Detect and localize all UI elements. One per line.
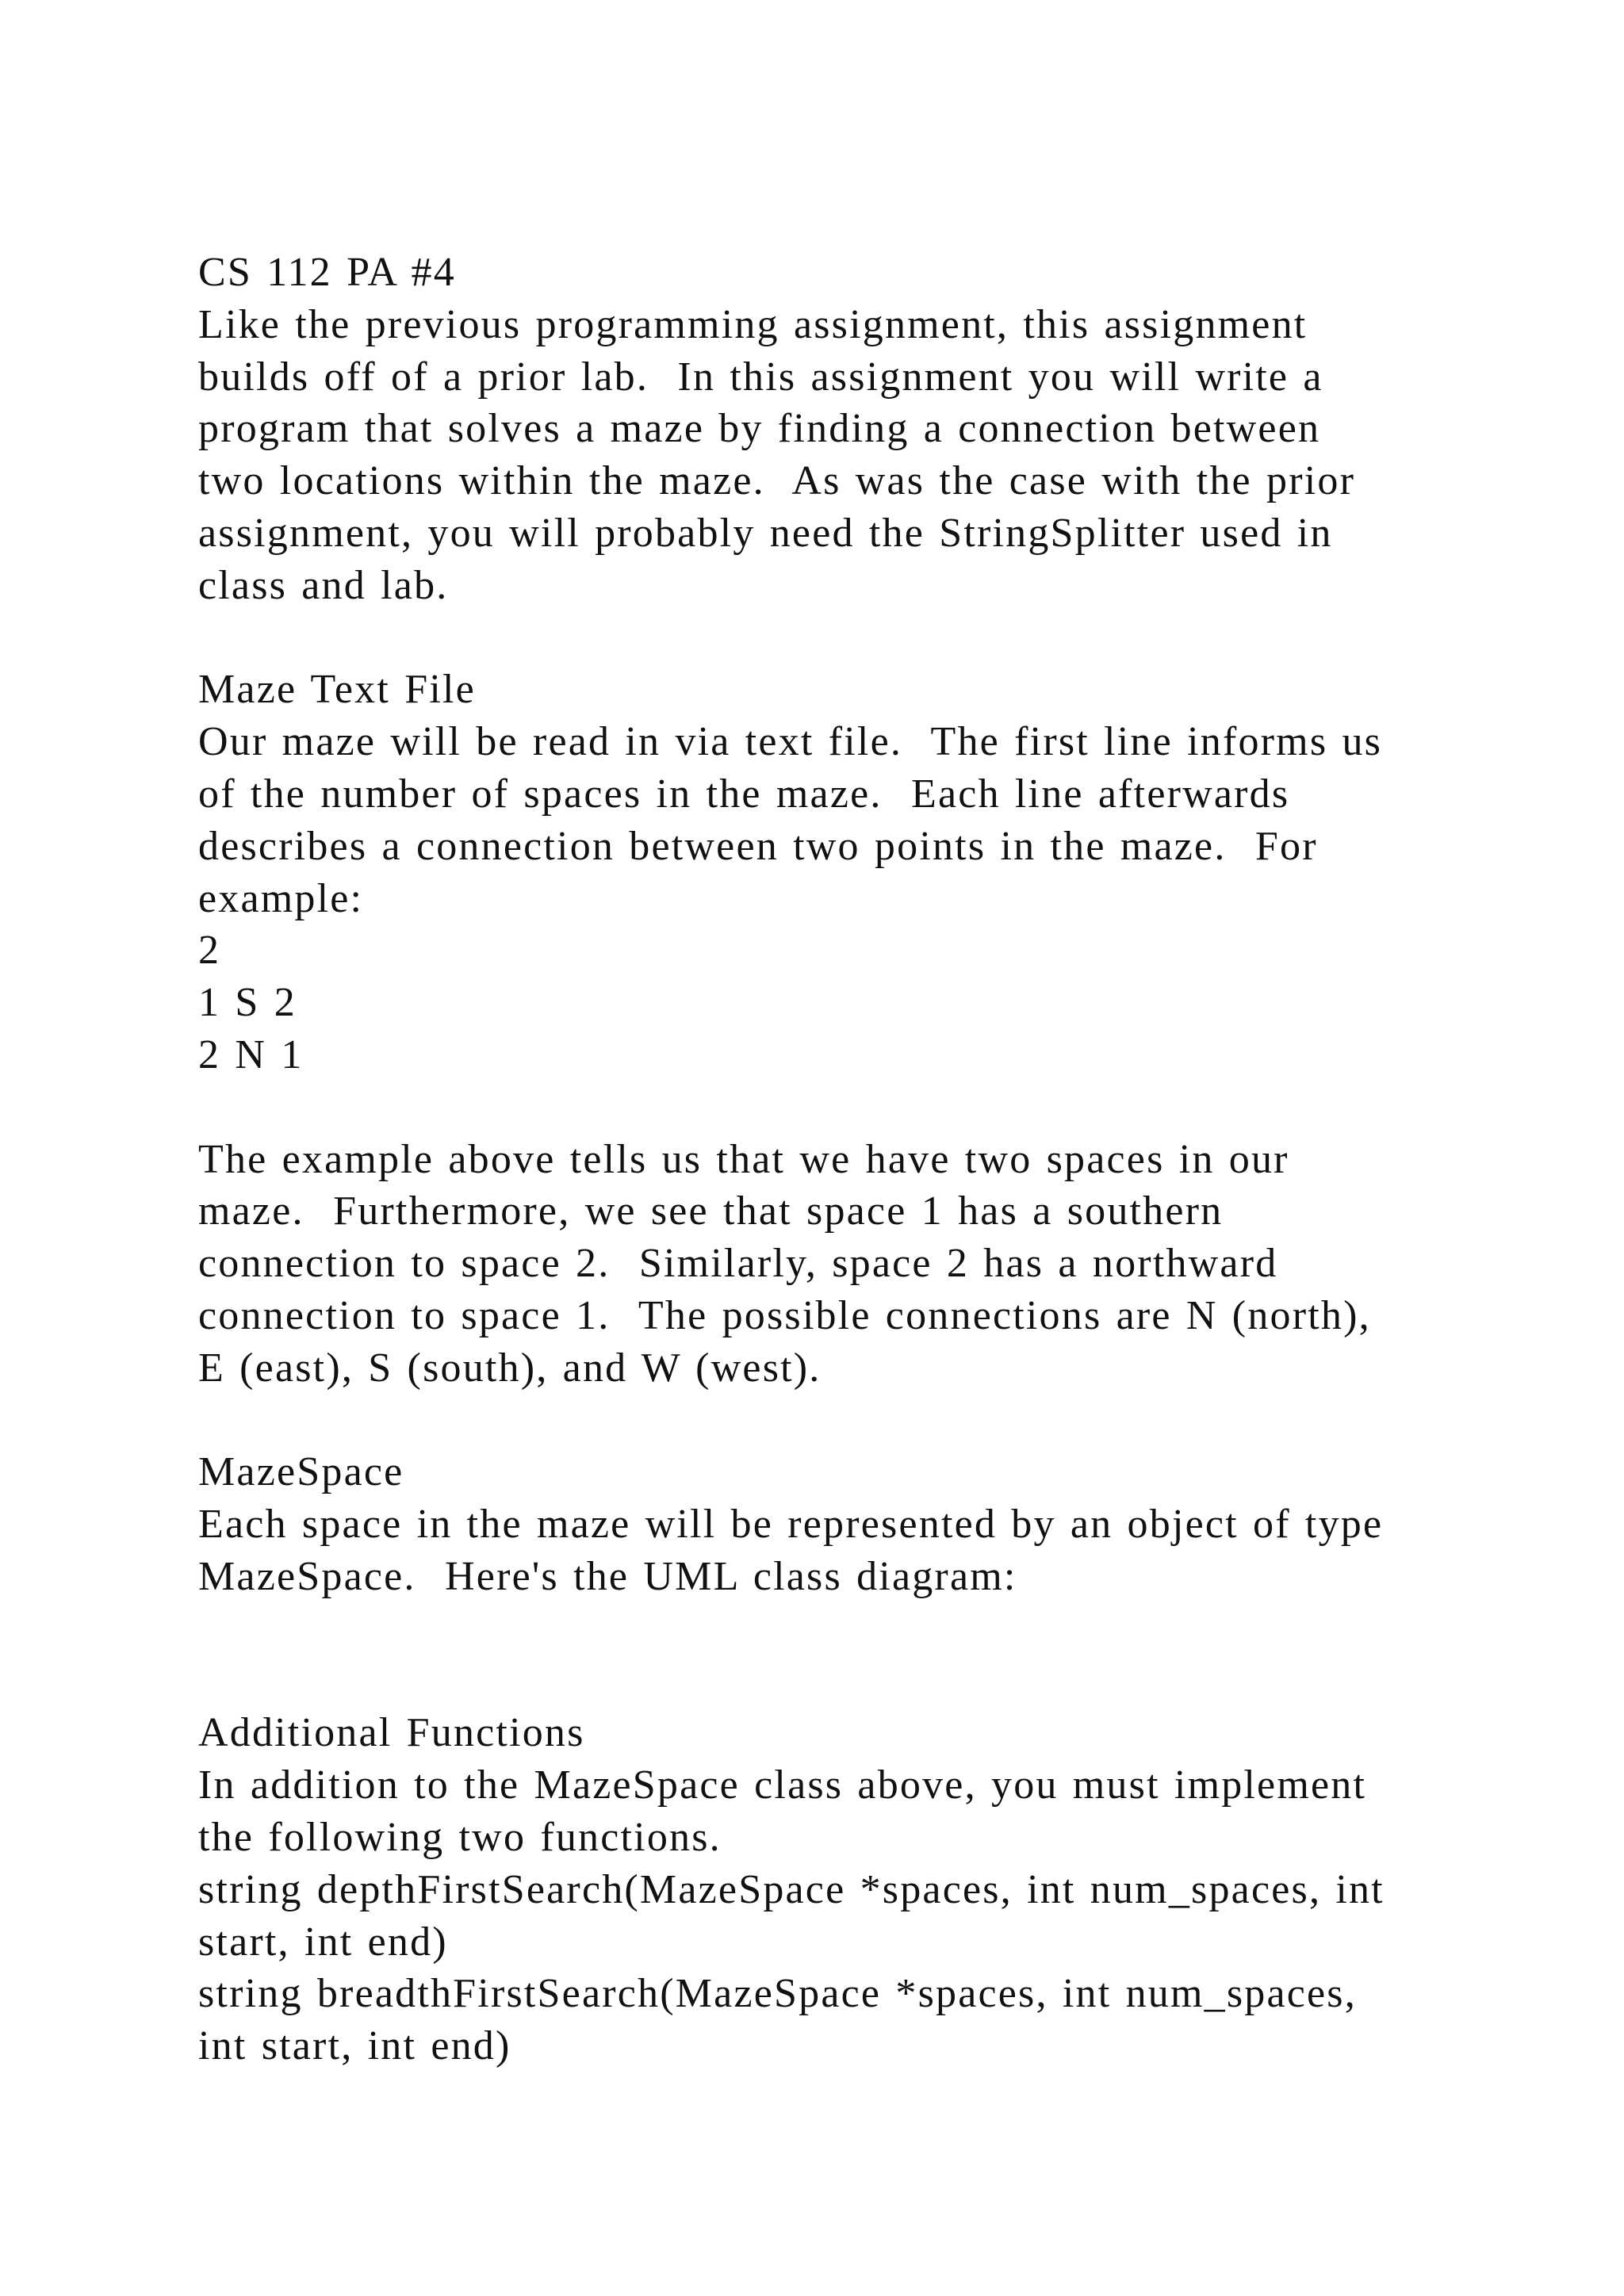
paragraph-line: example: [198,875,364,921]
paragraph-line: connection to space 2. Similarly, space 2 has a northward [198,1241,1278,1287]
section-heading: MazeSpace [198,1449,404,1495]
intro-line: builds off of a prior lab. In this assignment you will write a [198,354,1323,400]
paragraph-line: E (east), S (south), and W (west). [198,1345,822,1391]
uml-diagram-placeholder [198,1603,1546,1708]
section-heading: Additional Functions [198,1710,585,1756]
intro-line: Like the previous programming assignment, this assignment [198,301,1308,347]
example-line: 1 S 2 [198,980,297,1026]
maze-file-example [198,924,1546,1081]
section-heading: Maze Text File [198,667,476,713]
blank-line [198,1081,1546,1134]
paragraph-line: The example above tells us that we have two spaces in our [198,1136,1289,1182]
intro-line: program that solves a maze by finding a connection between [198,406,1321,452]
intro-line: two locations within the maze. As was the case with the prior [198,458,1356,504]
paragraph-line: Our maze will be read in via text file. The first line informs us [198,719,1383,765]
function-signature-line: string breadthFirstSearch(MazeSpace *spaces, int num_spaces, [198,1971,1357,2017]
blank-line [198,1395,1546,1447]
document-body [198,247,1546,2072]
paragraph-line: maze. Furthermore, we see that space 1 has a southern [198,1188,1224,1234]
blank-line [198,612,1546,664]
example-line: 2 N 1 [198,1031,304,1077]
paragraph-line: In addition to the MazeSpace class above, you must implement [198,1762,1367,1808]
maze-space-section [198,1446,1546,1602]
paragraph-line: MazeSpace. Here's the UML class diagram: [198,1553,1017,1599]
intro-line: assignment, you will probably need the StringSplitter used in [198,510,1333,556]
function-signature-line: int start, int end) [198,2023,511,2069]
paragraph-line: of the number of spaces in the maze. Each line afterwards [198,771,1290,817]
paragraph-line: connection to space 1. The possible connections are N (north), [198,1292,1371,1338]
maze-text-file-section [198,664,1546,1394]
additional-functions-section [198,1707,1546,2072]
example-line: 2 [198,928,221,974]
intro-paragraph [198,299,1546,612]
function-signature-line: string depthFirstSearch(MazeSpace *spaces, int num_spaces, int [198,1866,1385,1912]
paragraph-line: describes a connection between two points in the maze. For [198,823,1318,869]
intro-line: class and lab. [198,562,449,608]
document-title: CS 112 PA #4 [198,250,456,295]
paragraph-line: Each space in the maze will be represented by an object of type [198,1502,1384,1548]
function-signature-line: start, int end) [198,1919,448,1965]
paragraph-line: the following two functions. [198,1814,722,1860]
